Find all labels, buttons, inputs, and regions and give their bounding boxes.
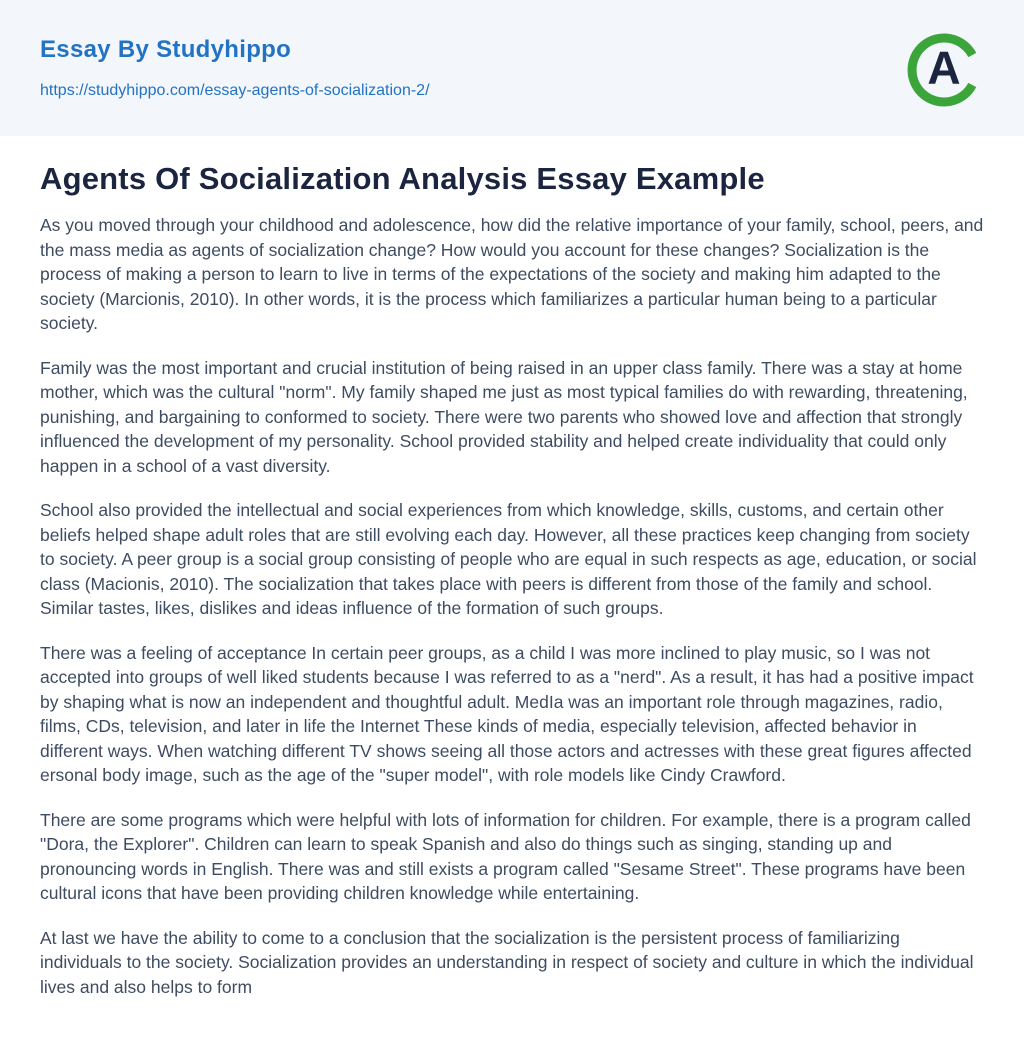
essay-paragraph-1: As you moved through your childhood and adolescence, how did the relative importance of your family, school, peers, and the mass media as agents of socialization change? How would you account for these changes? Socialization is the process of making a person to learn to live in terms of the expectations of the society and making him adapted to the society (Marcionis, 2010). In other words, it is the process which familiarizes a particular human being to a particular society. bbox=[40, 215, 984, 334]
essay-article bbox=[0, 136, 1024, 1049]
essay-paragraph-5: There are some programs which were helpful with lots of information for children. For example, there is a program called "Dora, the Explorer". Children can learn to speak Spanish and also do things such as singing, standing up and pronouncing words in English. There was and still exists a program called "Sesame Street". These programs have been cultural icons that have been providing children knowledge while entertaining. bbox=[40, 809, 971, 904]
studyhippo-logo[interactable] bbox=[904, 30, 984, 110]
essay-paragraph-6: At last we have the ability to come to a conclusion that the socialization is the persistent process of familiarizing individuals to the society. Socialization provides an understanding in respect of society and culture in which the individual lives and also helps to form bbox=[40, 927, 974, 997]
site-title-link[interactable]: Essay By Studyhippo bbox=[40, 36, 292, 63]
logo-letter: A bbox=[927, 41, 961, 94]
header-text bbox=[40, 30, 430, 100]
essay-title: Agents Of Socialization Analysis Essay Example bbox=[40, 161, 765, 196]
essay-paragraph-4: There was a feeling of acceptance In certain peer groups, as a child I was more inclined to play music, so I was not accepted into groups of well liked students because I was referred to as a "nerd". As a result, it has had a positive impact by shaping what is now an independent and thoughtful adult. MedIa was an important role through magazines, radio, films, CDs, television, and later in life the Internet These kinds of media, especially television, affected behavior in different ways. When watching different TV shows seeing all those actors and actresses with these great figures affected ersonal body image, such as the age of the "super model", with role models like Cindy Crawford. bbox=[40, 642, 974, 786]
essay-url-link[interactable]: https://studyhippo.com/essay-agents-of-socialization-2/ bbox=[40, 82, 430, 99]
essay-paragraph-2: Family was the most important and crucial institution of being raised in an upper class family. There was a stay at home mother, which was the cultural "norm". My family shaped me just as most typical families do with rewarding, threatening, punishing, and bargaining to conformed to society. There were two parents who showed love and affection that strongly influenced the development of my personality. School provided stability and helped create individuality that could only happen in a school of a vast diversity. bbox=[40, 357, 968, 476]
essay-paragraph-3: School also provided the intellectual and social experiences from which knowledge, skills, customs, and certain other beliefs helped shape adult roles that are still evolving each day. However, all these practices keep changing from society to society. A peer group is a social group consisting of people who are equal in such respects as age, education, or social class (Macionis, 2010). The socialization that takes place with peers is different from those of the family and school. Similar tastes, likes, dislikes and ideas influence of the formation of such groups. bbox=[40, 500, 977, 619]
site-header bbox=[0, 0, 1024, 136]
